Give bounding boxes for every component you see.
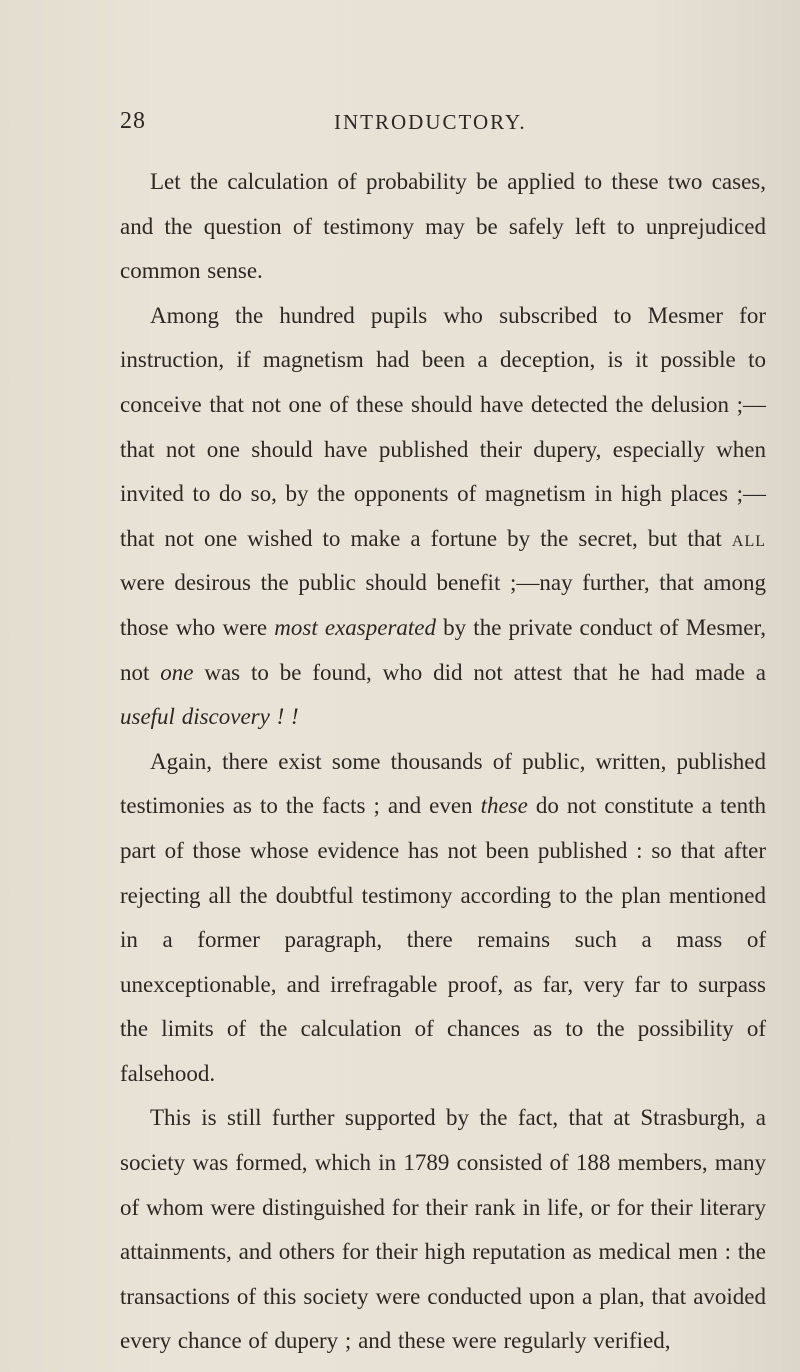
- page-number: 28: [120, 108, 146, 134]
- paragraph-3: [120, 740, 766, 1097]
- italic-emphasis: one: [160, 659, 194, 685]
- paragraph-3-text: do not constitute a tenth part of those whose evidence has not been published : so that after rejecting all the doubtful testimony according to the plan mentioned in a former paragraph, there remains such a mass of unexceptionable, and irrefragable proof, as far, very far to surpass the limits of the calculation of chances as to the possibility of falsehood.: [120, 793, 766, 1086]
- italic-emphasis: these: [480, 793, 528, 819]
- paragraph-2-text: Among the hundred pupils who subscribed to Mesmer for instruction, if magnetism had been a deception, is it possible to conceive that not one of these should have detected the delusion ;—that not one should have published their dupery, especially when invited to do so, by the opponents of magnetism in high places ;—that not one wished to make a fortune by the secret, but that: [120, 302, 766, 551]
- paragraph-2-text: by the private conduct of Mesmer, not: [120, 614, 766, 685]
- paragraph-3-text: Again, there exist some thousands of public, written, published testimonies as to the facts ; and even: [120, 748, 766, 819]
- paragraph-2-text: was to be found, who did not attest that he had made a: [193, 659, 766, 685]
- page-header: [120, 108, 680, 148]
- body-text: [120, 160, 766, 1364]
- paragraph-1: Let the calculation of probability be applied to these two cases, and the question of testimony may be safely left to unprejudiced common sense.: [120, 169, 766, 284]
- running-head: INTRODUCTORY.: [334, 110, 527, 134]
- paragraph-4: This is still further supported by the fact, that at Strasburgh, a society was formed, which in 1789 consisted of 188 members, many of whom were distinguished for their rank in life, or for their literary attainments, and others for their high reputation as medical men : the transactions of this society were conducted upon a plan, that avoided every chance of dupery ; and these were regularly verified,: [120, 1105, 766, 1354]
- small-caps-all: all: [731, 525, 766, 551]
- italic-emphasis: useful discovery ! !: [120, 704, 299, 730]
- paragraph-2: [120, 294, 766, 740]
- paragraph-2-text: were desirous the public should benefit ;—nay further, that among those who were: [120, 570, 766, 640]
- italic-emphasis: most exasperated: [274, 614, 437, 640]
